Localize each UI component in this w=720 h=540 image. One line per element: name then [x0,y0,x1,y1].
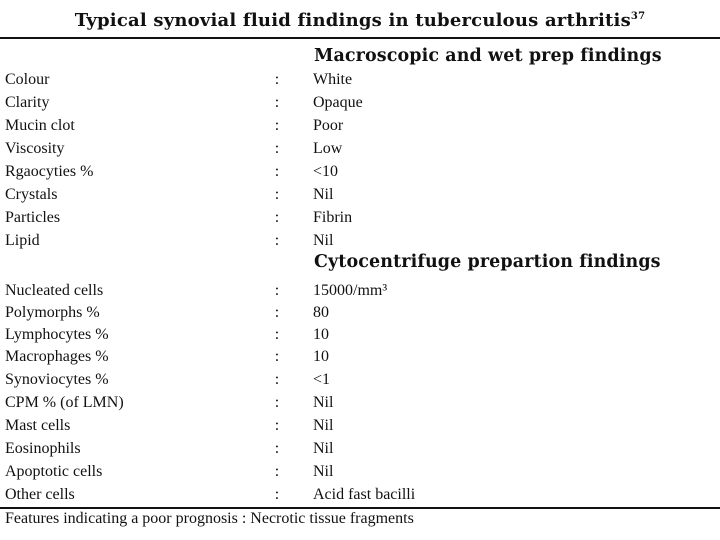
table-row [0,114,720,137]
row-label: Clarity [5,94,50,111]
table-row [0,229,720,252]
row-separator: : [274,348,280,365]
row-separator: : [274,209,280,226]
table-row [0,483,720,506]
row-value: <1 [313,371,331,388]
row-value: Opaque [313,94,363,111]
row-label: Other cells [5,486,75,503]
row-separator: : [274,282,280,299]
table-row [0,437,720,460]
row-value: Nil [313,186,334,203]
row-value: Fibrin [313,209,353,226]
table-row [0,206,720,229]
row-separator: : [274,117,280,134]
section-heading-macroscopic: Macroscopic and wet prep findings [314,46,662,66]
row-separator: : [274,232,280,249]
table-row [0,301,720,324]
table-row [0,345,720,368]
row-label: Polymorphs % [5,304,100,321]
row-separator: : [274,371,280,388]
row-label: Nucleated cells [5,282,104,299]
row-value: Nil [313,440,334,457]
table-title [0,10,720,31]
row-label: Crystals [5,186,58,203]
row-value: Low [313,140,343,157]
table-row [0,68,720,91]
row-label: Lipid [5,232,40,249]
row-label: Synoviocytes % [5,371,109,388]
row-separator: : [274,71,280,88]
row-value: Nil [313,463,334,480]
row-label: CPM % (of LMN) [5,394,124,411]
row-value: 10 [313,326,329,343]
row-value: Nil [313,232,334,249]
bottom-rule [0,507,720,509]
table-row [0,279,720,302]
top-rule [0,37,720,39]
row-label: Particles [5,209,61,226]
row-separator: : [274,140,280,157]
row-separator: : [274,417,280,434]
row-label: Rgaocyties % [5,163,94,180]
row-separator: : [274,394,280,411]
prognosis-footnote: Features indicating a poor prognosis : Necrotic tissue fragments [5,510,414,527]
row-separator: : [274,326,280,343]
table-row [0,323,720,346]
row-separator: : [274,163,280,180]
row-label: Mucin clot [5,117,75,134]
row-label: Colour [5,71,50,88]
row-separator: : [274,463,280,480]
row-separator: : [274,440,280,457]
title-text: Typical synovial fluid findings in tuberculous arthritis [74,10,631,31]
row-value: Poor [313,117,344,134]
table-row [0,391,720,414]
row-separator: : [274,186,280,203]
row-value: Acid fast bacilli [313,486,416,503]
table-row [0,160,720,183]
row-label: Eosinophils [5,440,81,457]
row-label: Apoptotic cells [5,463,103,480]
row-value: White [313,71,353,88]
row-separator: : [274,94,280,111]
row-separator: : [274,486,280,503]
row-separator: : [274,304,280,321]
table-row [0,414,720,437]
row-label: Lymphocytes % [5,326,109,343]
row-label: Macrophages % [5,348,109,365]
row-value: 15000/mm³ [313,282,388,299]
row-label: Viscosity [5,140,65,157]
row-value: Nil [313,417,334,434]
table-row [0,137,720,160]
table-row [0,183,720,206]
row-label: Mast cells [5,417,71,434]
table-row [0,91,720,114]
reference-superscript: 37 [630,11,646,22]
table-row [0,460,720,483]
row-value: 80 [313,304,329,321]
row-value: <10 [313,163,339,180]
row-value: Nil [313,394,334,411]
table-row [0,368,720,391]
section-heading-cytocentrifuge: Cytocentrifuge prepartion findings [314,252,661,272]
row-value: 10 [313,348,329,365]
